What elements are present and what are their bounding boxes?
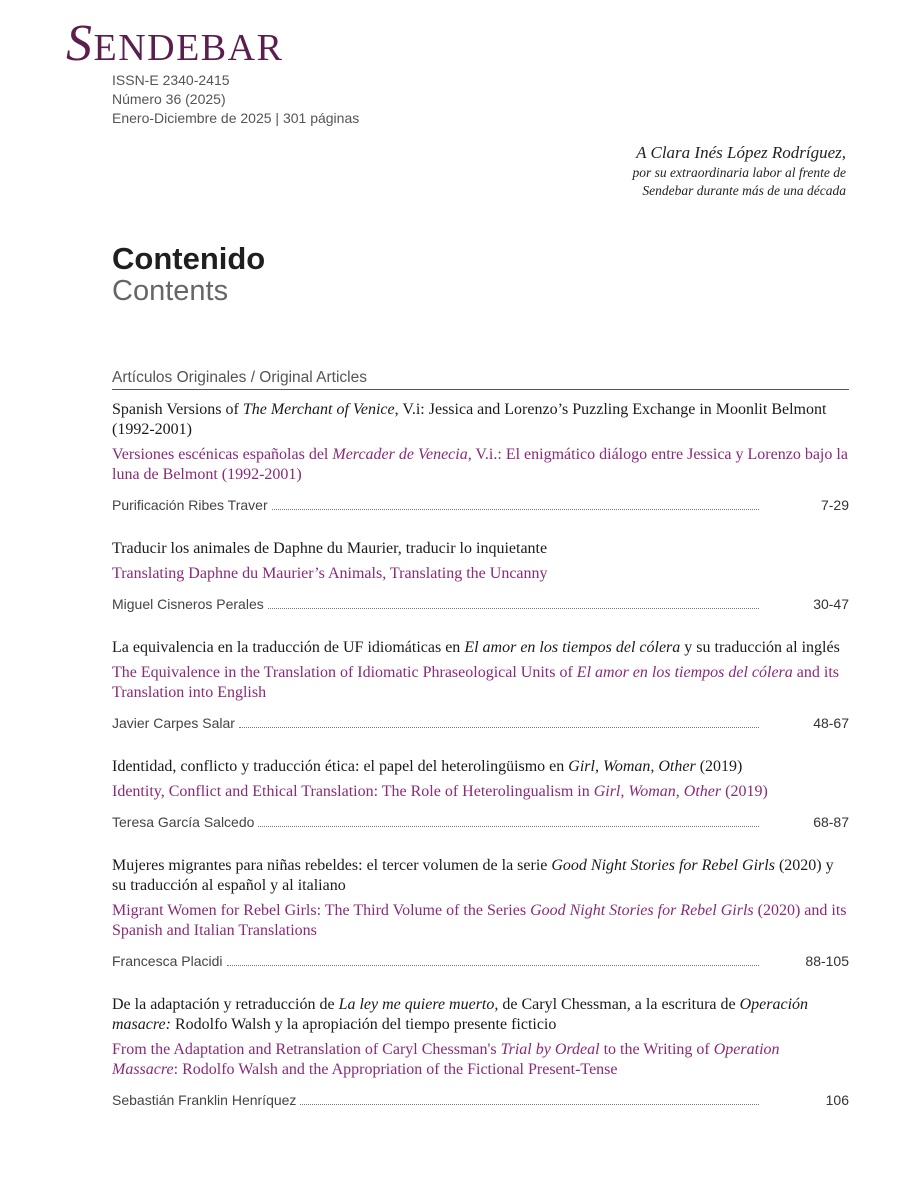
author-name: Purificación Ribes Traver [112,497,268,513]
leader-dots [300,1094,759,1105]
title-en: Identity, Conflict and Ethical Translation: The Role of Heterolingualism in Girl, Woman, Other (2019) [112,783,768,800]
page-range: 48-67 [813,715,849,731]
dedication-line-2: por su extraordinaria labor al frente de [632,165,846,180]
dedication [633,142,847,200]
title-es: Traducir los animales de Daphne du Maurier, traducir lo inquietante [112,540,548,557]
page-range: 106 [825,1092,849,1108]
heading-es: Contenido [112,241,266,276]
author-name: Sebastián Franklin Henríquez [112,1092,297,1108]
page-range: 68-87 [813,814,849,830]
contents-heading [112,243,265,306]
author-name: Teresa García Salcedo [112,814,255,830]
title-es: La equivalencia en la traducción de UF idiomáticas en El amor en los tiempos del cólera y su traducción al inglés [112,639,840,656]
author-name: Miguel Cisneros Perales [112,596,264,612]
author-row [112,1092,849,1108]
journal-meta [112,71,359,128]
title-es: De la adaptación y retraducción de La ley me quiere muerto, de Caryl Chessman, a la escritura de Operación masacre: Rodolfo Walsh y la apropiación del tiempo presente ficticio [112,996,809,1033]
leader-dots [258,816,759,827]
dedication-line-3: Sendebar durante más de una década [642,183,846,198]
title-en: Translating Daphne du Maurier’s Animals, Translating the Uncanny [112,565,548,582]
title-es: Identidad, conflicto y traducción ética: el papel del heterolingüismo en Girl, Woman, Other (2019) [112,758,743,775]
logo-text: ENDEBAR [93,27,284,69]
page-range: 88-105 [805,953,849,969]
toc-entry[interactable] [112,856,849,969]
title-en: Versiones escénicas españolas del Mercader de Venecia, V.i.: El enigmático diálogo entre Jessica y Lorenzo bajo la luna de Belmont (1992-2001) [112,446,848,483]
toc-entry[interactable] [112,995,849,1108]
page-range: 30-47 [813,596,849,612]
title-en: Migrant Women for Rebel Girls: The Third Volume of the Series Good Night Stories for Rebel Girls (2020) and its Spanish and Italian Translations [112,902,847,939]
logo-initial: S [66,15,94,72]
issue-number: Número 36 (2025) [112,91,226,107]
toc-entry[interactable] [112,638,849,731]
author-row [112,715,849,731]
section-label: Artículos Originales / Original Articles [112,368,849,390]
toc-entry[interactable] [112,757,849,830]
author-name: Francesca Placidi [112,953,223,969]
toc-section [112,368,849,1108]
leader-dots [239,717,759,728]
issn: ISSN-E 2340-2415 [112,72,230,88]
dedication-line-1: A Clara Inés López Rodríguez, [636,143,846,162]
page-range: 7-29 [820,497,849,513]
issue-period: Enero-Diciembre de 2025 | 301 páginas [112,110,360,126]
title-en: The Equivalence in the Translation of Idiomatic Phraseological Units of El amor en los tiempos del cólera and its Translation into English [112,664,839,701]
title-en: From the Adaptation and Retranslation of Caryl Chessman's Trial by Ordeal to the Writing of Operation Massacre: Rodolfo Walsh and the Appropriation of the Fictional Present-Tense [112,1041,780,1078]
journal-logo [66,15,284,72]
author-row [112,497,849,513]
heading-en: Contents [112,274,229,307]
author-row [112,814,849,830]
leader-dots [272,499,759,510]
author-row [112,953,849,969]
title-es: Spanish Versions of The Merchant of Venice, V.i: Jessica and Lorenzo’s Puzzling Exchange in Moonlit Belmont (1992-2001) [112,401,827,438]
title-es: Mujeres migrantes para niñas rebeldes: el tercer volumen de la serie Good Night Stories for Rebel Girls (2020) y su traducción al español y al italiano [112,857,834,894]
leader-dots [268,598,759,609]
author-name: Javier Carpes Salar [112,715,235,731]
leader-dots [227,955,760,966]
toc-entry[interactable] [112,539,849,612]
toc-entry[interactable] [112,400,849,513]
author-row [112,596,849,612]
